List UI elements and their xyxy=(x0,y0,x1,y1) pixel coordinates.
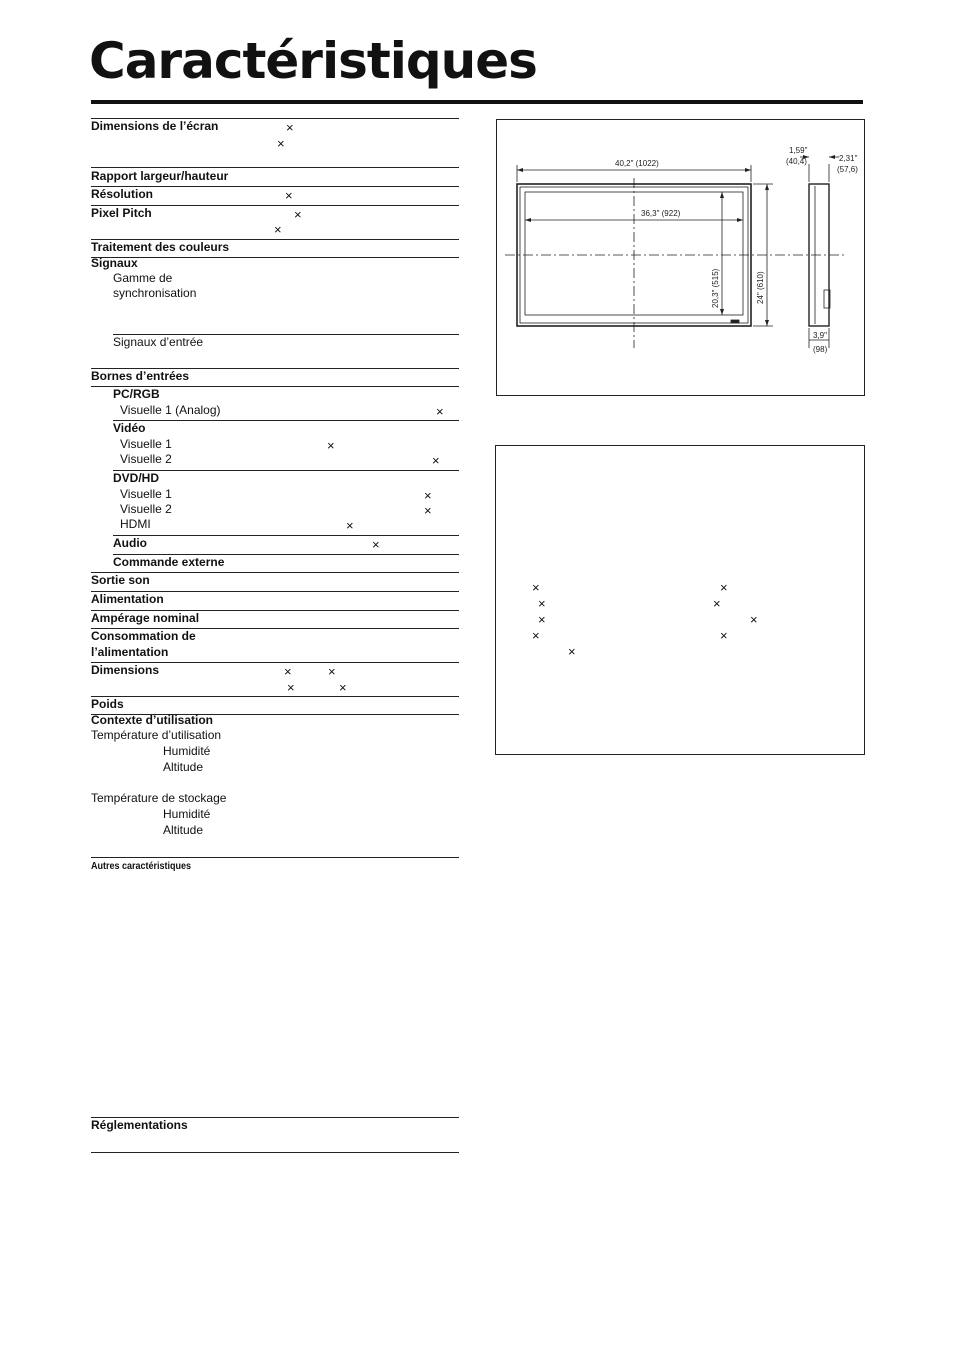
label-environment: Contexte d’utilisation xyxy=(91,713,214,727)
divider xyxy=(91,167,459,168)
label-operating-temp: Température d’utilisation xyxy=(91,728,222,742)
depth-top-mm-label: (40,4) xyxy=(786,157,807,166)
times-symbol: × xyxy=(720,580,728,595)
times-symbol: × xyxy=(532,580,540,595)
depth-side-label: 2,31" xyxy=(839,154,858,163)
times-symbol: × xyxy=(713,596,721,611)
label-video-visual2: Visuelle 2 xyxy=(120,452,172,466)
label-altitude: Altitude xyxy=(163,823,204,837)
screen-width-label: 36,3" (922) xyxy=(641,209,681,218)
label-color-processing: Traitement des couleurs xyxy=(91,240,230,254)
divider xyxy=(113,420,459,421)
label-external-control: Commande externe xyxy=(113,555,225,569)
divider xyxy=(91,696,459,697)
depth-top-label: 1,59" xyxy=(789,146,808,155)
label-pixel-pitch: Pixel Pitch xyxy=(91,206,152,220)
label-screen-size: Dimensions de l’écran xyxy=(91,119,219,133)
times-symbol: × xyxy=(327,438,335,453)
label-consumption: Consommation de xyxy=(91,629,196,643)
label-resolution: Résolution xyxy=(91,187,153,201)
times-symbol: × xyxy=(346,518,354,533)
screen-height-label: 20,3" (515) xyxy=(711,268,720,308)
label-aspect-ratio: Rapport largeur/hauteur xyxy=(91,169,229,183)
times-symbol: × xyxy=(372,537,380,552)
times-symbol: × xyxy=(538,612,546,627)
page-title: Caractéristiques xyxy=(89,32,537,90)
dimension-diagram xyxy=(497,120,864,395)
times-symbol: × xyxy=(287,680,295,695)
times-symbol: × xyxy=(532,628,540,643)
label-video-visual1: Visuelle 1 xyxy=(120,437,172,451)
label-weight: Poids xyxy=(91,697,124,711)
label-dvd-visual1: Visuelle 1 xyxy=(120,487,172,501)
label-dvd-visual2: Visuelle 2 xyxy=(120,502,172,516)
depth-bottom-label: 3,9" xyxy=(813,331,827,340)
label-visual1-analog: Visuelle 1 (Analog) xyxy=(120,403,221,417)
label-humidity: Humidité xyxy=(163,744,211,758)
times-symbol: × xyxy=(284,664,292,679)
overall-height-label: 24" (610) xyxy=(756,271,765,304)
label-sync-range-2: synchronisation xyxy=(113,286,197,300)
divider xyxy=(113,535,459,536)
label-other-features: Autres caractéristiques xyxy=(91,861,192,872)
times-symbol: × xyxy=(286,120,294,135)
label-audio: Audio xyxy=(113,536,147,550)
times-symbol: × xyxy=(436,404,444,419)
label-input-terminals: Bornes d’entrées xyxy=(91,369,190,383)
label-dimensions: Dimensions xyxy=(91,663,160,677)
label-regulations: Réglementations xyxy=(91,1118,188,1132)
label-input-signals: Signaux d’entrée xyxy=(113,335,204,349)
label-consumption-2: l’alimentation xyxy=(91,645,169,659)
label-dvd-hd: DVD/HD xyxy=(113,471,160,485)
label-sound-output: Sortie son xyxy=(91,573,150,587)
times-symbol: × xyxy=(720,628,728,643)
times-symbol: × xyxy=(339,680,347,695)
label-humidity: Humidité xyxy=(163,807,211,821)
label-hdmi: HDMI xyxy=(120,517,151,531)
label-altitude: Altitude xyxy=(163,760,204,774)
times-symbol: × xyxy=(538,596,546,611)
times-symbol: × xyxy=(274,222,282,237)
times-symbol: × xyxy=(285,188,293,203)
label-storage-temp: Température de stockage xyxy=(91,791,227,805)
overall-width-label: 40,2" (1022) xyxy=(615,159,659,168)
divider xyxy=(91,257,459,258)
times-symbol: × xyxy=(424,488,432,503)
label-video: Vidéo xyxy=(113,421,146,435)
times-symbol: × xyxy=(568,644,576,659)
label-sync-range: Gamme de xyxy=(113,271,173,285)
signal-table-box xyxy=(495,445,865,755)
depth-side-mm-label: (57,6) xyxy=(837,165,858,174)
depth-bottom-mm-label: (98) xyxy=(813,345,828,354)
times-symbol: × xyxy=(424,503,432,518)
times-symbol: × xyxy=(328,664,336,679)
divider xyxy=(91,1152,459,1153)
times-symbol: × xyxy=(432,453,440,468)
label-pc-rgb: PC/RGB xyxy=(113,387,160,401)
dimension-diagram-box xyxy=(496,119,865,396)
label-rated-current: Ampérage nominal xyxy=(91,611,200,625)
label-signals: Signaux xyxy=(91,256,138,270)
times-symbol: × xyxy=(277,136,285,151)
label-power: Alimentation xyxy=(91,592,164,606)
times-symbol: × xyxy=(294,207,302,222)
title-rule xyxy=(91,100,863,104)
times-symbol: × xyxy=(750,612,758,627)
divider xyxy=(91,857,459,858)
divider xyxy=(113,470,459,471)
